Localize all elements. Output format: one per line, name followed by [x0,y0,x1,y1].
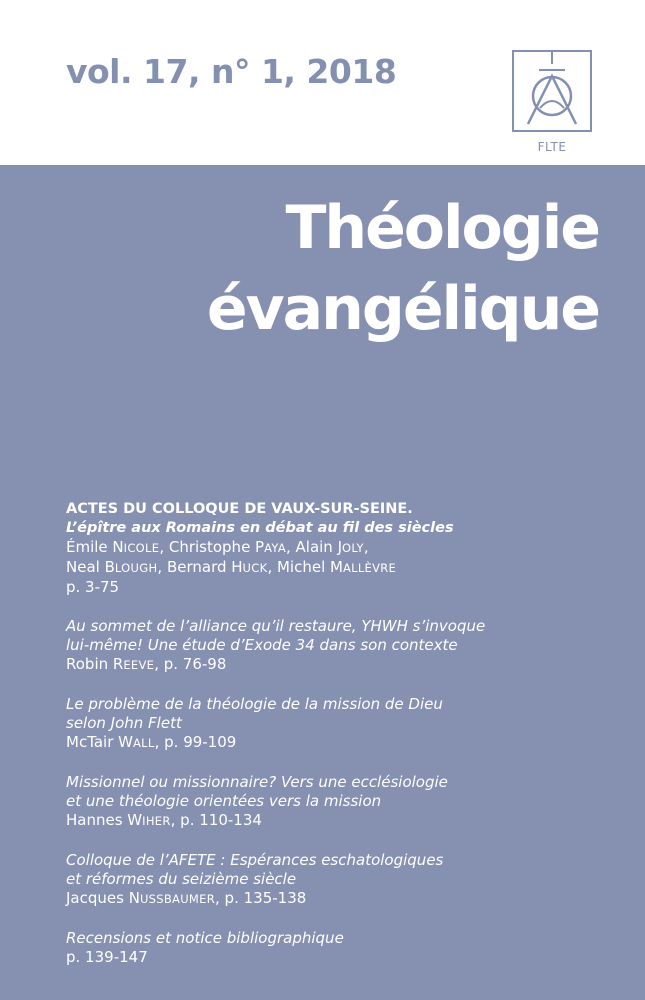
toc-entry-exode [66,617,626,675]
entry-title-line-1: Recensions et notice bibliographique [66,929,344,947]
author-name: Émile N [66,538,124,556]
entry-pages: , p. 135-138 [215,889,307,907]
toc-entry-missionnel [66,773,626,831]
entry-author-pages [66,655,626,675]
author-name-smallcaps: OLY [342,541,364,555]
author-name: , Christophe P [159,538,265,556]
entry-author-pages [66,733,626,753]
title-line-2: évangélique [206,274,599,344]
journal-title [207,188,599,350]
entry-pages: , p. 99-109 [154,733,237,751]
entry-title-line-1: Le problème de la théologie de la mission de Dieu [66,695,443,713]
toc-entry-flett [66,695,626,753]
title-line-1: Théologie [285,193,599,263]
author-name: Hannes W [66,811,143,829]
author-name: Robin R [66,655,124,673]
toc-entry-recensions [66,929,626,967]
author-name-smallcaps: LOUGH [114,561,158,575]
entry-author-pages [66,811,626,831]
table-of-contents [66,500,626,987]
flte-logo-icon [512,50,592,132]
author-name: , Bernard H [157,558,243,576]
author-name-smallcaps: EEVE [123,658,155,672]
entry-pages: p. 3-75 [66,578,120,596]
author-name-smallcaps: UCK [242,561,268,575]
entry-title-line-1: Missionnel ou missionnaire? Vers une ecclésiologie [66,773,448,791]
author-name-smallcaps: AYA [264,541,286,555]
author-name: Jacques N [66,889,140,907]
entry-author-pages [66,889,626,909]
author-name-smallcaps: USSBAUMER [139,892,216,906]
toc-entry-colloque [66,500,626,597]
author-name: , Michel M [267,558,343,576]
entry-title-line-2: et une théologie orientées vers la mission [66,792,382,810]
author-name: Neal B [66,558,115,576]
entry-pages: , p. 76-98 [154,655,227,673]
author-name-smallcaps: ALLÈVRE [342,561,397,575]
author-name: , Alain J [285,538,343,556]
logo-label: FLTE [537,140,567,154]
author-name-smallcaps: ALL [133,736,155,750]
author-name-smallcaps: ICOLE [123,541,160,555]
entry-pages: , p. 110-134 [170,811,262,829]
entry-heading: ACTES DU COLLOQUE DE VAUX-SUR-SEINE. [66,501,413,517]
entry-title-line-2: selon John Flett [66,714,182,732]
author-name-smallcaps: IHER [142,814,171,828]
author-name: McTair W [66,733,133,751]
entry-subheading: L’épître aux Romains en débat au fil des siècles [66,520,454,536]
entry-title-line-1: Au sommet de l’alliance qu’il restaure, YHWH s’invoque [66,617,486,635]
entry-pages: p. 139-147 [66,948,148,966]
entry-authors-line-2 [66,558,626,578]
header-band [0,0,645,165]
entry-title-line-2: et réformes du seizième siècle [66,870,297,888]
separator: , [363,538,369,556]
entry-title-line-1: Colloque de l’AFETE : Espérances eschatologiques [66,851,444,869]
toc-entry-afete [66,851,626,909]
entry-authors-line-1 [66,538,626,558]
volume-info: vol. 17, n° 1, 2018 [66,52,397,91]
entry-title-line-2: lui-même! Une étude d’Exode 34 dans son contexte [66,636,458,654]
